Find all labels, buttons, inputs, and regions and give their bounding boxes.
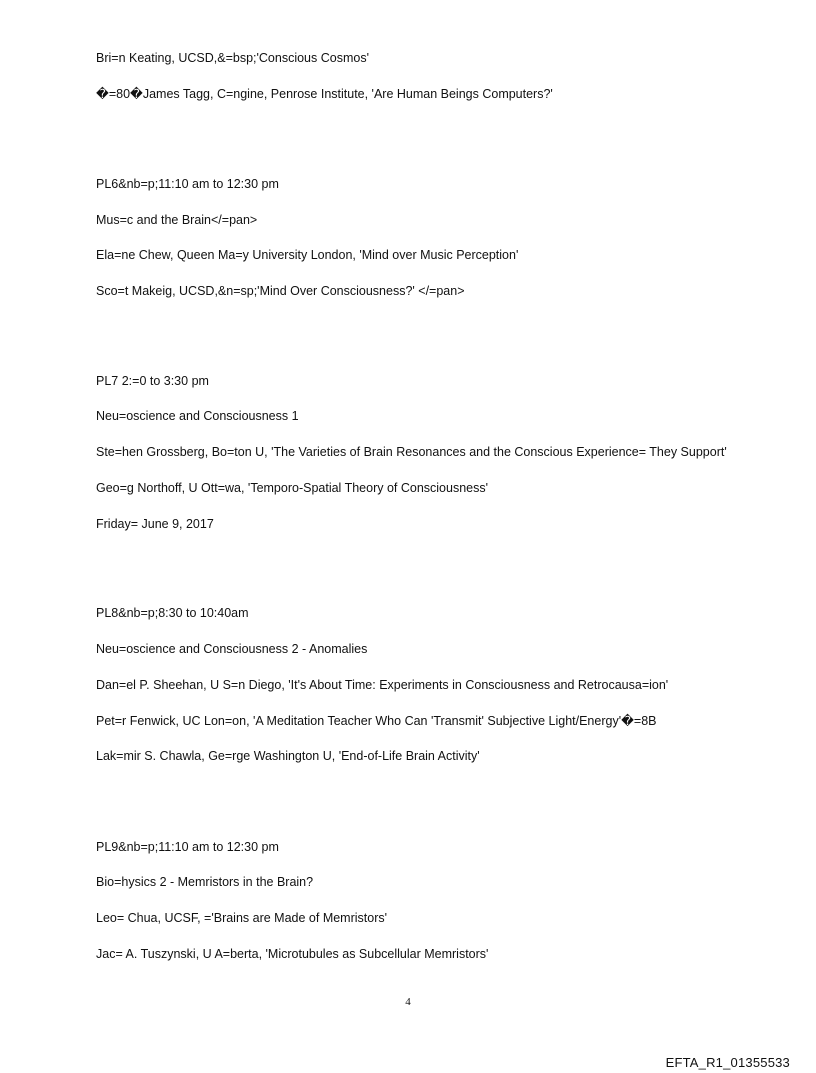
text-line: Dan=el P. Sheehan, U S=n Diego, 'It's About Time: Experiments in Consciousness and Retrocausa=ion' — [96, 678, 669, 692]
session-title: Bio=hysics 2 - Memristors in the Brain? — [96, 875, 314, 889]
text-line: Sco=t Makeig, UCSD,&n=sp;'Mind Over Consciousness?' </=pan> — [96, 284, 465, 298]
session-heading: PL8&nb=p;8:30 to 10:40am — [96, 606, 249, 620]
session-heading: PL9&nb=p;11:10 am to 12:30 pm — [96, 840, 279, 854]
session-title: Neu=oscience and Consciousness 2 - Anomalies — [96, 642, 368, 656]
text-line: Lak=mir S. Chawla, Ge=rge Washington U, 'End-of-Life Brain Activity' — [96, 749, 480, 763]
session-heading: PL6&nb=p;11:10 am to 12:30 pm — [96, 177, 279, 191]
date-line: Friday= June 9, 2017 — [96, 517, 214, 531]
document-id: EFTA_R1_01355533 — [665, 1055, 790, 1070]
text-line: Ela=ne Chew, Queen Ma=y University London, 'Mind over Music Perception' — [96, 248, 519, 262]
text-line: �=80�James Tagg, C=ngine, Penrose Institute, 'Are Human Beings Computers?' — [96, 87, 553, 101]
session-title: Neu=oscience and Consciousness 1 — [96, 409, 299, 423]
text-line: Jac= A. Tuszynski, U A=berta, 'Microtubules as Subcellular Memristors' — [96, 947, 489, 961]
text-line: Geo=g Northoff, U Ott=wa, 'Temporo-Spatial Theory of Consciousness' — [96, 481, 489, 495]
session-title: Mus=c and the Brain</=pan> — [96, 213, 258, 227]
text-line: Bri=n Keating, UCSD,&=bsp;'Conscious Cosmos' — [96, 51, 369, 65]
text-line: Pet=r Fenwick, UC Lon=on, 'A Meditation Teacher Who Can 'Transmit' Subjective Light/Energy'�=8B — [96, 714, 657, 728]
text-line: Ste=hen Grossberg, Bo=ton U, 'The Varieties of Brain Resonances and the Conscious Experience= They Support' — [96, 445, 727, 459]
session-heading: PL7 2:=0 to 3:30 pm — [96, 374, 209, 388]
page-number: 4 — [405, 996, 411, 1008]
text-line: Leo= Chua, UCSF, ='Brains are Made of Memristors' — [96, 911, 388, 925]
